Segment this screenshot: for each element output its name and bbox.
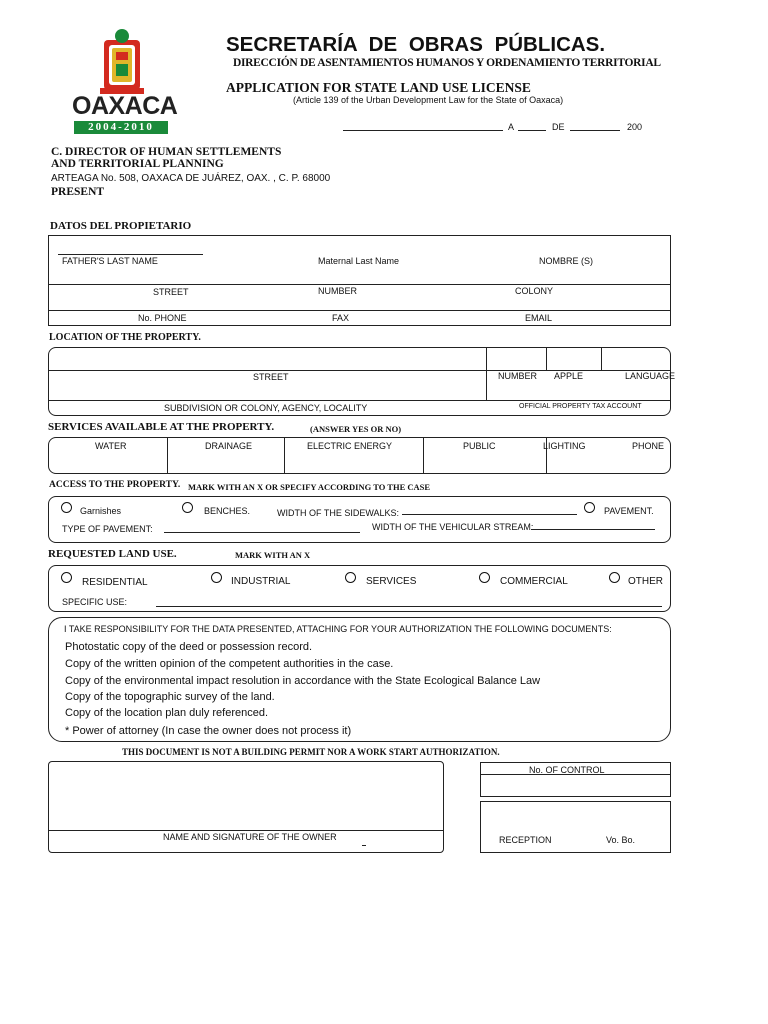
land-use-heading: REQUESTED LAND USE. [48, 548, 177, 560]
owner-number-label: NUMBER [318, 286, 358, 296]
owner-signature-label: NAME AND SIGNATURE OF THE OWNER [163, 832, 337, 842]
location-language-label: LANGUAGE [625, 371, 676, 381]
vehicular-width-label: WIDTH OF THE VEHICULAR STREAM: [372, 522, 534, 532]
owner-colony-label: COLONY [515, 286, 554, 296]
land-use-box [48, 565, 671, 612]
residential-label: RESIDENTIAL [82, 577, 148, 588]
addressee-line1: C. DIRECTOR OF HUMAN SETTLEMENTS [51, 146, 282, 158]
access-section-heading: ACCESS TO THE PROPERTY. [49, 480, 181, 490]
sidewalk-width-label: WIDTH OF THE SIDEWALKS: [277, 508, 400, 518]
document-item: Copy of the topographic survey of the land. [65, 691, 275, 703]
pavement-radio[interactable] [584, 502, 595, 513]
other-label: OTHER [628, 576, 663, 587]
industrial-radio[interactable] [211, 572, 222, 583]
document-item: Photostatic copy of the deed or possession record. [65, 641, 313, 653]
date-month-line[interactable] [570, 130, 620, 131]
date-de-label: DE [552, 122, 565, 132]
location-street-label: STREET [253, 372, 289, 382]
oaxaca-logo [72, 28, 178, 136]
vehicular-width-line[interactable] [531, 529, 655, 530]
location-section-heading: LOCATION OF THE PROPERTY. [49, 332, 201, 343]
land-use-note: MARK WITH AN X [235, 550, 311, 560]
industrial-label: INDUSTRIAL [231, 576, 291, 587]
owner-section-heading: DATOS DEL PROPIETARIO [50, 220, 192, 232]
public-label: PUBLIC [463, 441, 496, 451]
reception-label: RECEPTION [499, 835, 552, 845]
vobo-label: Vo. Bo. [606, 835, 636, 845]
services-label: SERVICES [366, 576, 417, 587]
garnishes-radio[interactable] [61, 502, 72, 513]
date-year-label: 200 [627, 122, 643, 132]
date-a-label: A [508, 122, 515, 132]
type-of-pavement-line[interactable] [164, 532, 360, 533]
commercial-radio[interactable] [479, 572, 490, 583]
addressee-present: PRESENT [51, 186, 105, 198]
water-label: WATER [95, 441, 127, 451]
owner-street-label: STREET [153, 287, 189, 297]
specific-use-line[interactable] [156, 606, 662, 607]
commercial-label: COMMERCIAL [500, 576, 568, 587]
date-place-line[interactable] [343, 130, 503, 131]
disclaimer: THIS DOCUMENT IS NOT A BUILDING PERMIT NOR A WORK START AUTHORIZATION. [122, 747, 500, 757]
benches-label: BENCHES. [204, 506, 251, 516]
access-box [48, 496, 671, 543]
sidewalk-width-line[interactable] [402, 514, 577, 515]
services-radio[interactable] [345, 572, 356, 583]
access-note: MARK WITH AN X OR SPECIFY ACCORDING TO THE CASE [188, 482, 431, 492]
document-item: Copy of the written opinion of the competent authorities in the case. [65, 658, 394, 670]
residential-radio[interactable] [61, 572, 72, 583]
maternal-last-name-label: Maternal Last Name [318, 256, 400, 266]
services-note: (ANSWER YES OR NO) [310, 424, 402, 434]
document-item: Copy of the location plan duly referenced. [65, 707, 269, 719]
coat-of-arms-icon [72, 28, 172, 98]
owner-fax-field[interactable] [300, 312, 460, 324]
form-title: APPLICATION FOR STATE LAND USE LICENSE [226, 80, 531, 95]
lighting-label: LIGHTING [543, 441, 586, 451]
page-title: SECRETARÍA DE OBRAS PÚBLICAS. [226, 33, 606, 56]
nombre-label: NOMBRE (S) [539, 256, 593, 266]
control-number-label: No. OF CONTROL [529, 765, 605, 775]
addressee-address: ARTEAGA No. 508, OAXACA DE JUÁREZ, OAX. , C. P. 68000 [51, 173, 331, 184]
services-section-heading: SERVICES AVAILABLE AT THE PROPERTY. [48, 421, 275, 433]
subdivision-label: SUBDIVISION OR COLONY, AGENCY, LOCALITY [164, 403, 368, 413]
other-radio[interactable] [609, 572, 620, 583]
benches-radio[interactable] [182, 502, 193, 513]
electric-label: ELECTRIC ENERGY [307, 441, 393, 451]
drainage-label: DRAINAGE [205, 441, 253, 451]
garnishes-label: Garnishes [80, 506, 122, 516]
fathers-last-name-label: FATHER'S LAST NAME [62, 256, 158, 266]
tax-account-label: OFFICIAL PROPERTY TAX ACCOUNT [519, 403, 642, 410]
logo-years: 2004-2010 [74, 121, 168, 134]
page-subtitle: DIRECCIÓN DE ASENTAMIENTOS HUMANOS Y ORDENAMIENTO TERRITORIAL [233, 57, 661, 69]
tax-account-field[interactable] [488, 372, 668, 398]
phone-service-label: PHONE [632, 441, 665, 451]
owner-phone-label: No. PHONE [138, 313, 187, 323]
location-number-label: NUMBER [498, 371, 538, 381]
specific-use-label: SPECIFIC USE: [62, 597, 128, 607]
owner-colony-field[interactable] [470, 286, 668, 308]
document-item: Copy of the environmental impact resolution in accordance with the State Ecological Balance Law [65, 675, 541, 687]
logo-name: OAXACA [72, 92, 178, 120]
owner-email-label: EMAIL [525, 313, 553, 323]
type-of-pavement-label: TYPE OF PAVEMENT: [62, 524, 153, 534]
location-number-field[interactable] [488, 350, 544, 368]
owner-fax-label: FAX [332, 313, 350, 323]
addressee-line2: AND TERRITORIAL PLANNING [51, 158, 224, 170]
location-language-field[interactable] [603, 350, 668, 368]
reception-box[interactable] [480, 801, 671, 853]
date-day-line[interactable] [518, 130, 546, 131]
pavement-label: PAVEMENT. [604, 506, 654, 516]
document-item: * Power of attorney (In case the owner does not process it) [65, 725, 352, 737]
owner-email-field[interactable] [470, 312, 668, 324]
form-subtitle: (Article 139 of the Urban Development Law for the State of Oaxaca) [293, 95, 564, 105]
location-apple-label: APPLE [554, 371, 584, 381]
location-apple-field[interactable] [548, 350, 599, 368]
documents-intro: I TAKE RESPONSIBILITY FOR THE DATA PRESENTED, ATTACHING FOR YOUR AUTHORIZATION THE FOLLOWING DOCUMENTS: [64, 624, 612, 634]
